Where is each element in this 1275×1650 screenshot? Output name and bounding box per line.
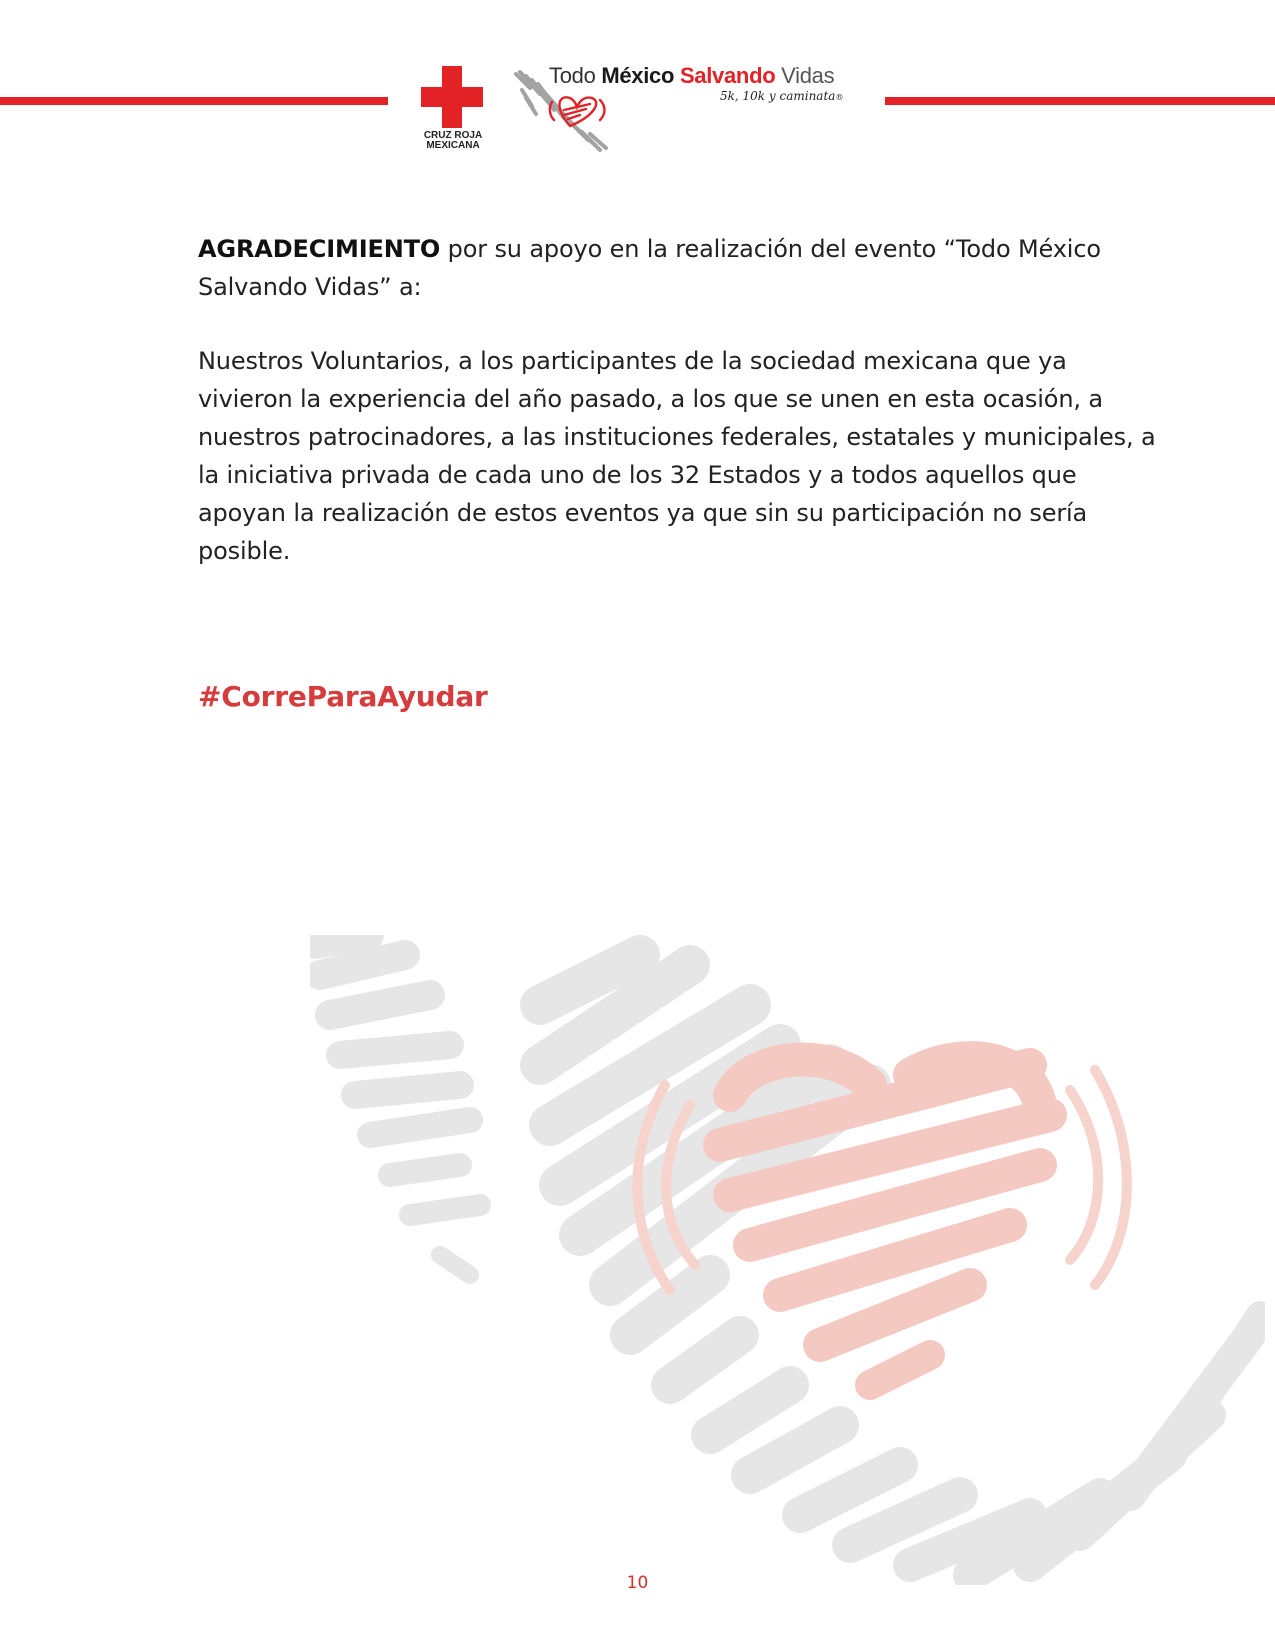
- event-logo-word-salvando: Salvando: [679, 63, 776, 88]
- acknowledgement-paragraph: Nuestros Voluntarios, a los participantes de la sociedad mexicana que ya vivieron la experiencia del año pasado, a los que se unen en esta ocasión, a nuestros patrocinadores, a las instituciones federales, estatales y municipales, a la iniciativa privada de cada uno de los 32 Estados y a todos aquellos que apoyan la realización de estos eventos ya que sin su participación no sería posible.: [198, 347, 1156, 565]
- page-number: 10: [626, 1573, 649, 1593]
- red-cross-icon: [421, 66, 483, 128]
- header-rule-left: [0, 97, 388, 105]
- registered-mark: ®: [835, 93, 844, 102]
- event-logo-word-todo: Todo: [549, 63, 596, 88]
- intro-paragraph: [198, 230, 1158, 306]
- header-rule-right: [885, 97, 1275, 105]
- event-logo-subtitle-text: 5k, 10k y caminata: [720, 89, 836, 103]
- event-logo-word-mexico: México: [601, 63, 675, 88]
- intro-bold-heading: AGRADECIMIENTO: [198, 235, 441, 263]
- cross-logo-line2: MEXICANA: [426, 140, 480, 151]
- cross-logo-caption: [408, 131, 498, 151]
- event-logo-word-vidas: Vidas: [781, 63, 835, 88]
- intro-text: por su apoyo en la realización del evento “Todo México Salvando Vidas” a:: [198, 235, 1101, 301]
- hashtag: #CorreParaAyudar: [198, 680, 488, 713]
- event-logo-subtitle: [720, 89, 843, 103]
- cross-logo-line1: CRUZ ROJA: [423, 130, 483, 141]
- event-logo-title: [549, 63, 834, 89]
- main-content: [198, 230, 1158, 570]
- mexico-map-heart-watermark-icon: [310, 935, 1265, 1585]
